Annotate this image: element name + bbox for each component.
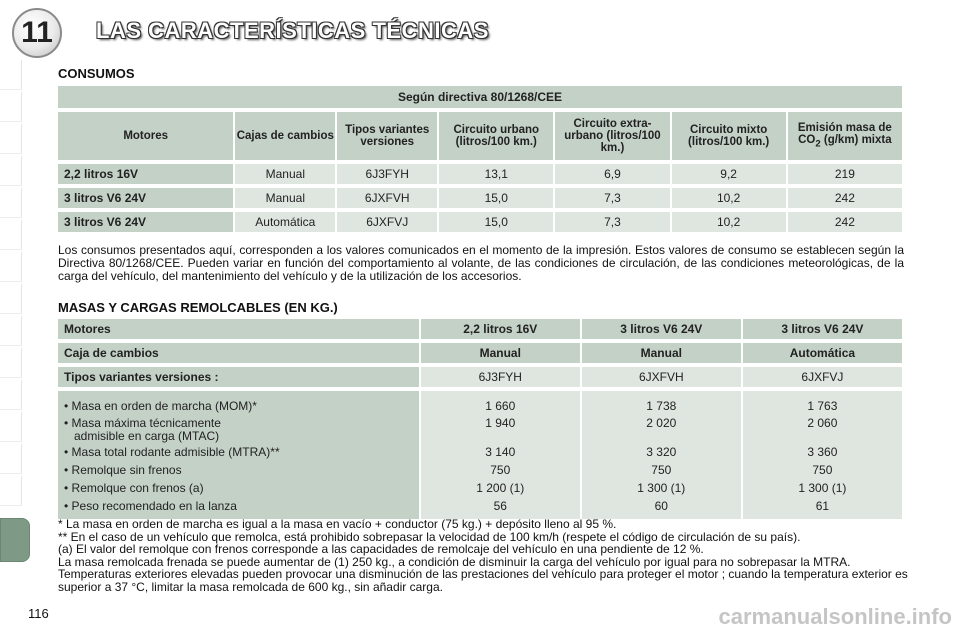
- list-item: • Masa en orden de marcha (MOM)*: [64, 399, 257, 413]
- chapter-tab[interactable]: [0, 284, 22, 314]
- table-row: [58, 212, 902, 232]
- col-header-tipos: Tipos variantes versiones: [337, 112, 437, 160]
- cell: 219: [788, 164, 902, 184]
- values-column: [582, 391, 741, 519]
- footnote: * La masa en orden de marcha es igual a la masa en vacío + conductor (75 kg.) + depósito lleno al 95 %.: [58, 517, 617, 531]
- cell-motor: 2,2 litros 16V: [58, 164, 233, 184]
- chapter-tab-strip: [0, 60, 22, 560]
- value: 3 360: [807, 445, 838, 459]
- footnote: La masa remolcada frenada se puede aumentar de (1) 250 kg., a condición de disminuir la carga del vehículo por igual para no sobrepasar la MTRA.: [58, 554, 851, 569]
- cell: 6,9: [555, 164, 669, 184]
- list-item-line: admisible en carga (MTAC): [74, 429, 220, 443]
- value: 61: [815, 499, 830, 513]
- cell-motor: 3 litros V6 24V: [58, 212, 233, 232]
- cell-caja: Manual: [582, 343, 741, 363]
- cell: 10,2: [672, 212, 786, 232]
- footnote: ** En el caso de un vehículo que remolca, está prohibido sobrepasar la velocidad de 100 km/h (respete el código de circulación de su país).: [58, 529, 801, 544]
- col-header-mixto: Circuito mixto (litros/100 km.): [672, 112, 786, 160]
- value: 1 738: [646, 399, 677, 413]
- value: 750: [490, 463, 511, 477]
- value: 1 940: [485, 416, 516, 430]
- directive-header: Según directiva 80/1268/CEE: [58, 86, 902, 108]
- value: 750: [651, 463, 672, 477]
- chapter-tab[interactable]: [0, 188, 22, 218]
- cell: 6JXFVJ: [337, 212, 437, 232]
- list-item: • Masa total rodante admisible (MTRA)**: [64, 445, 280, 459]
- cell: 9,2: [672, 164, 786, 184]
- value: 56: [493, 499, 507, 513]
- cell-caja: Automática: [743, 343, 902, 363]
- value: 1 763: [807, 399, 838, 413]
- chapter-tab[interactable]: [0, 412, 22, 442]
- emision-label-b: (g/km) mixta: [820, 133, 892, 146]
- row-label-tipos: Tipos variantes versiones :: [58, 367, 419, 387]
- value: 3 320: [646, 445, 677, 459]
- chapter-tab[interactable]: [0, 220, 22, 250]
- cell: 15,0: [439, 188, 553, 208]
- value: 3 140: [485, 445, 516, 459]
- chapter-tab[interactable]: [0, 60, 22, 90]
- chapter-tab[interactable]: [0, 252, 22, 282]
- section-title-consumos: CONSUMOS: [58, 66, 135, 81]
- chapter-tab[interactable]: [0, 124, 22, 154]
- value: 2 060: [807, 416, 838, 430]
- masas-table: [56, 315, 904, 523]
- col-header-extra-urbano: Circuito extra-urbano (litros/100 km.): [555, 112, 669, 160]
- value: 1 660: [485, 399, 516, 413]
- page-number: 116: [28, 606, 49, 621]
- cell-tipo: 6JXFVJ: [743, 367, 902, 387]
- col-header-motores: Motores: [58, 112, 233, 160]
- cell: 6JXFVH: [337, 188, 437, 208]
- emision-label-a: Emisión masa de CO: [797, 121, 892, 146]
- consumos-table: [56, 82, 904, 236]
- row-label-motores: Motores: [58, 319, 419, 339]
- list-item-line: • Masa máxima técnicamente: [64, 416, 221, 430]
- consumos-note: Los consumos presentados aquí, corresponden a los valores comunicados en el momento de la impresión. Estos valores de consumo se establecen según la Directiva 80/1268/CEE. Pueden variar en función del comportamiento al volante, de las condiciones de circulación, de las condiciones meteorológicas, de la carga del vehículo, del mantenimiento del vehículo y de la utilización de los accesorios.: [58, 243, 904, 283]
- chapter-tab[interactable]: [0, 92, 22, 122]
- cell: 242: [788, 212, 902, 232]
- section-title-masas: MASAS Y CARGAS REMOLCABLES (EN KG.): [58, 300, 338, 315]
- list-item: [64, 415, 419, 443]
- cell-motor: 2,2 litros 16V: [421, 319, 580, 339]
- cell-caja: Manual: [421, 343, 580, 363]
- cell-motor: 3 litros V6 24V: [58, 188, 233, 208]
- value: 1 300 (1): [637, 481, 686, 495]
- cell: 7,3: [555, 188, 669, 208]
- list-item: • Remolque sin frenos: [64, 463, 182, 477]
- list-item: • Remolque con frenos (a): [64, 481, 204, 495]
- cell: 10,2: [672, 188, 786, 208]
- cell-tipo: 6JXFVH: [582, 367, 741, 387]
- chapter-tab-active[interactable]: [0, 518, 30, 562]
- value: 60: [654, 499, 668, 513]
- chapter-tab[interactable]: [0, 476, 22, 506]
- page-title: LAS CARACTERÍSTICAS TÉCNICAS: [96, 18, 489, 43]
- values-column: [743, 391, 902, 519]
- chapter-tab[interactable]: [0, 348, 22, 378]
- value: 2 020: [646, 416, 677, 430]
- chapter-number-badge: 11: [12, 8, 62, 58]
- col-header-emision: [788, 112, 902, 160]
- chapter-tab[interactable]: [0, 316, 22, 346]
- cell-motor: 3 litros V6 24V: [743, 319, 902, 339]
- list-item: • Peso recomendado en la lanza: [64, 499, 237, 513]
- cell: 13,1: [439, 164, 553, 184]
- table-row: [58, 164, 902, 184]
- cell: 6J3FYH: [337, 164, 437, 184]
- cell: 242: [788, 188, 902, 208]
- footnotes: [58, 518, 908, 593]
- col-header-cajas: Cajas de cambios: [235, 112, 335, 160]
- row-label-caja: Caja de cambios: [58, 343, 419, 363]
- cell: 15,0: [439, 212, 553, 232]
- table-row: [58, 188, 902, 208]
- footnote: (a) El valor del remolque con frenos corresponde a las capacidades de remolcaje del vehículo en una pendiente de 12 %.: [58, 542, 704, 556]
- value: 1 300 (1): [798, 481, 847, 495]
- watermark: carmanualsonline.info: [718, 604, 952, 629]
- footnote: Temperaturas exteriores elevadas pueden provocar una disminución de las prestaciones del vehículo para proteger el motor ; cuando la temperatura exterior es superior a 37 °C, limitar la masa remolcada de 600 kg., sin añadir carga.: [58, 567, 908, 594]
- emision-label-sub: 2: [815, 138, 821, 150]
- cell: Automática: [235, 212, 335, 232]
- col-header-urbano: Circuito urbano (litros/100 km.): [439, 112, 553, 160]
- cell: Manual: [235, 164, 335, 184]
- values-column: [421, 391, 580, 519]
- cell-motor: 3 litros V6 24V: [582, 319, 741, 339]
- chapter-tab[interactable]: [0, 156, 22, 186]
- chapter-tab[interactable]: [0, 444, 22, 474]
- cell: Manual: [235, 188, 335, 208]
- cell: 7,3: [555, 212, 669, 232]
- cell-tipo: 6J3FYH: [421, 367, 580, 387]
- masas-items-list: [58, 391, 419, 519]
- value: 1 200 (1): [476, 481, 525, 495]
- chapter-tab[interactable]: [0, 380, 22, 410]
- value: 750: [812, 463, 833, 477]
